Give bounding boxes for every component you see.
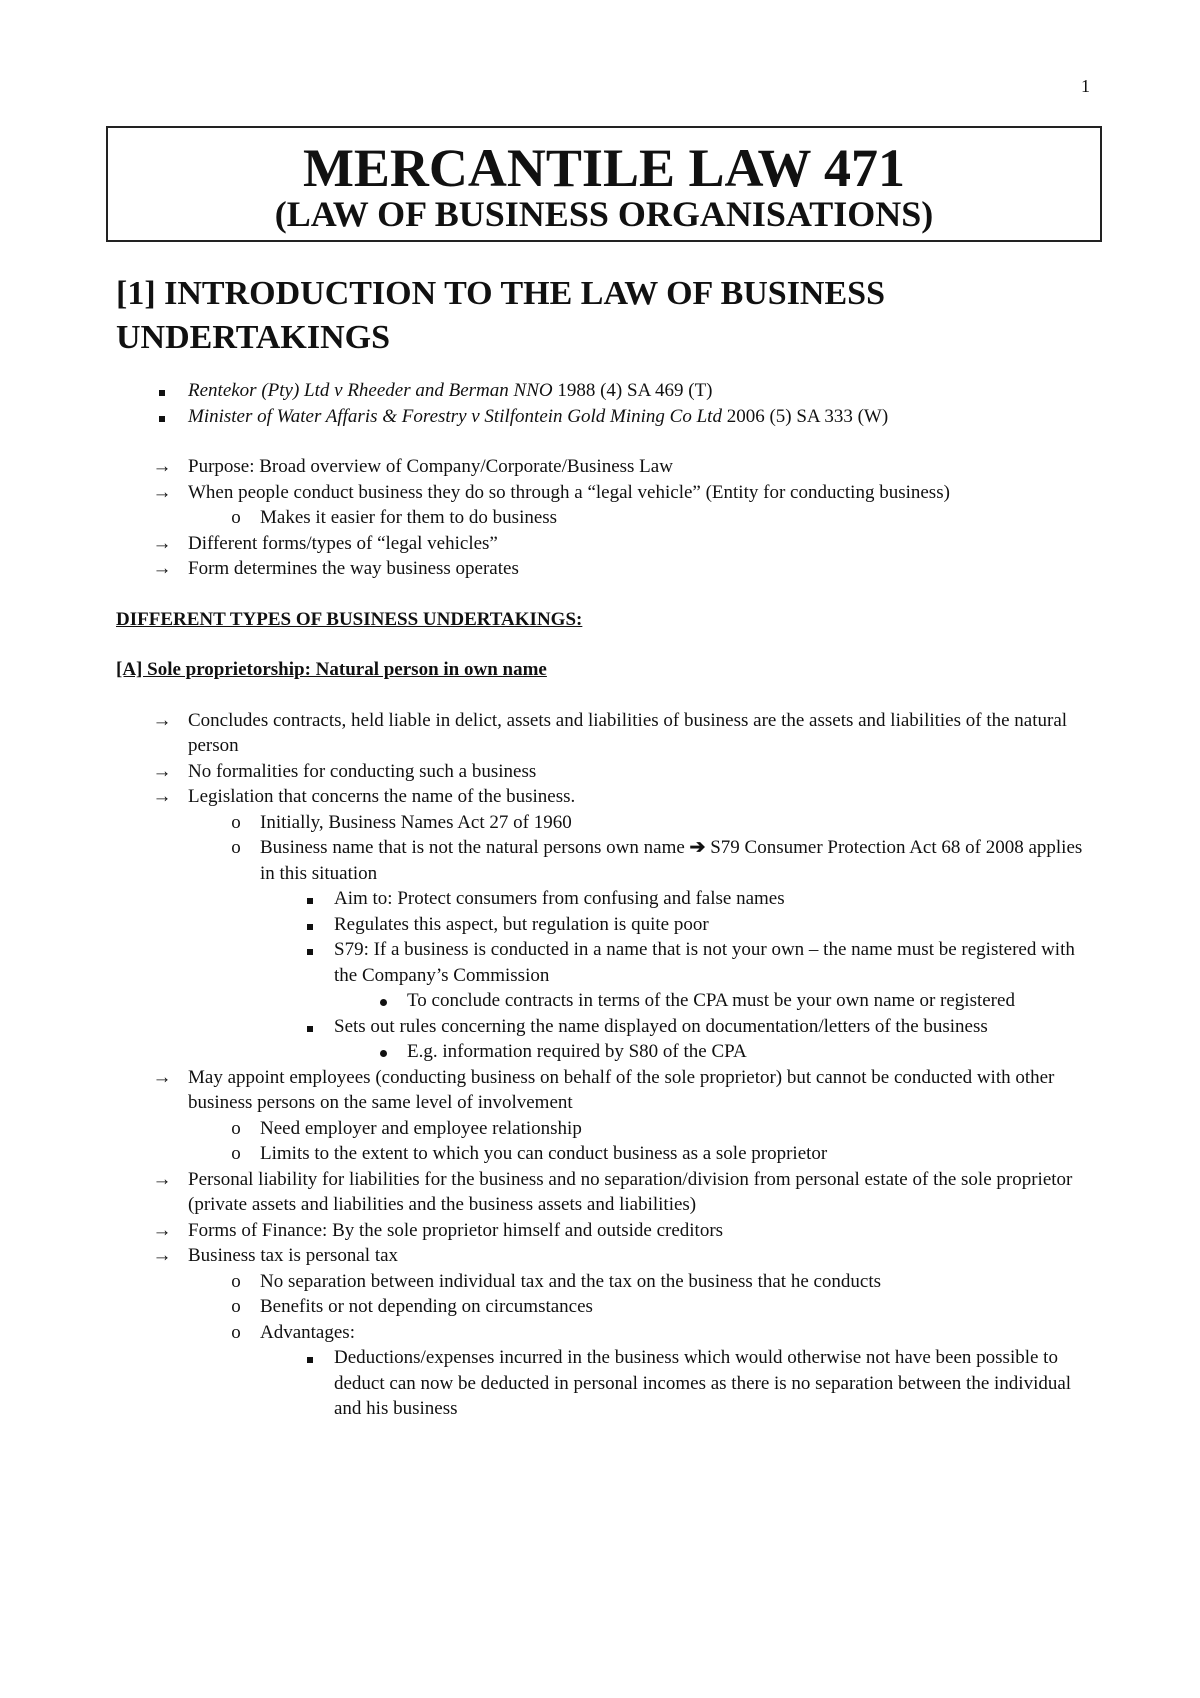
circle-bullet-icon: o	[231, 507, 241, 528]
document-body	[116, 272, 1096, 1422]
square-bullet-icon	[298, 937, 322, 963]
case-citation: 1988 (4) SA 469 (T)	[552, 380, 713, 401]
arrow-bullet-icon: →	[152, 1245, 172, 1266]
page-number: 1	[1081, 76, 1090, 96]
arrow-bullet-icon: →	[152, 1066, 172, 1088]
arrow-bullet-icon: →	[152, 1168, 172, 1190]
list-item: To conclude contracts in terms of the CPA must be your own name or registered	[116, 988, 1096, 1014]
list-item: E.g. information required by S80 of the CPA	[116, 1039, 1096, 1065]
circle-bullet-icon: o	[231, 837, 241, 858]
list-item: → Purpose: Broad overview of Company/Corporate/Business Law	[116, 454, 1096, 480]
list-item: o Advantages:	[116, 1320, 1096, 1346]
list-item: → Personal liability for liabilities for the business and no separation/division from personal estate of the sole proprietor (private assets and liabilities and the business assets and liabilities)	[116, 1167, 1096, 1218]
list-item: o Initially, Business Names Act 27 of 1960	[116, 810, 1096, 836]
list-item: → Concludes contracts, held liable in delict, assets and liabilities of business are the assets and liabilities of the natural person	[116, 708, 1096, 759]
circle-bullet-icon: o	[231, 1321, 241, 1343]
list-item: o Need employer and employee relationship	[116, 1116, 1096, 1142]
square-bullet-icon	[298, 1345, 322, 1371]
circle-bullet-icon: o	[231, 1117, 241, 1139]
list-item: → Different forms/types of “legal vehicles”	[116, 531, 1096, 557]
list-item: o Limits to the extent to which you can conduct business as a sole proprietor	[116, 1141, 1096, 1167]
list-item: → No formalities for conducting such a business	[116, 759, 1096, 785]
list-item: o No separation between individual tax and the tax on the business that he conducts	[116, 1269, 1096, 1295]
case-item	[116, 378, 1096, 404]
list-item: Aim to: Protect consumers from confusing and false names	[116, 886, 1096, 912]
arrow-bullet-icon: →	[152, 558, 172, 579]
case-name: Minister of Water Affaris & Forestry v Stilfontein Gold Mining Co Ltd	[188, 405, 722, 427]
list-item: o Benefits or not depending on circumstances	[116, 1294, 1096, 1320]
list-item: → Legislation that concerns the name of the business.	[116, 784, 1096, 810]
square-bullet-icon	[150, 378, 174, 404]
square-bullet-icon	[298, 912, 322, 938]
list-item: o Business name that is not the natural persons own name ➔ S79 Consumer Protection Act 68 of 2008 applies in this situation	[116, 835, 1096, 886]
case-citation: 2006 (5) SA 333 (W)	[721, 405, 889, 427]
square-bullet-icon	[298, 1014, 322, 1040]
arrow-bullet-icon: →	[152, 786, 172, 807]
list-item: → When people conduct business they do so through a “legal vehicle” (Entity for conducting business)	[116, 480, 1096, 506]
document-title: MERCANTILE LAW 471	[302, 138, 906, 198]
arrow-bullet-icon: →	[152, 709, 172, 731]
circle-bullet-icon: o	[231, 811, 241, 833]
square-bullet-icon	[298, 886, 322, 912]
arrow-bullet-icon: →	[152, 760, 172, 782]
list-item: → May appoint employees (conducting business on behalf of the sole proprietor) but cannot be conducted with other business persons on the same level of involvement	[116, 1065, 1096, 1116]
case-item	[116, 404, 1096, 430]
title-box	[106, 126, 1102, 242]
circle-bullet-icon: o	[231, 1270, 241, 1292]
arrow-bullet-icon: →	[152, 532, 172, 554]
list-item: Sets out rules concerning the name displayed on documentation/letters of the business	[116, 1014, 1096, 1040]
right-arrow-icon: ➔	[689, 837, 706, 858]
list-item: → Forms of Finance: By the sole proprietor himself and outside creditors	[116, 1218, 1096, 1244]
circle-bullet-icon: o	[231, 1143, 241, 1164]
list-item: Regulates this aspect, but regulation is quite poor	[116, 912, 1096, 938]
dot-bullet-icon	[371, 1039, 395, 1065]
arrow-bullet-icon: →	[152, 1219, 172, 1241]
list-item: → Form determines the way business operates	[116, 556, 1096, 582]
dot-bullet-icon	[371, 988, 395, 1014]
square-bullet-icon	[150, 404, 174, 430]
section-heading: [1] INTRODUCTION TO THE LAW OF BUSINESS UNDERTAKINGS	[116, 275, 885, 356]
circle-bullet-icon: o	[231, 1296, 241, 1317]
arrow-bullet-icon: →	[152, 481, 172, 503]
list-item: → Business tax is personal tax	[116, 1243, 1096, 1269]
list-item: S79: If a business is conducted in a name that is not your own – the name must be registered with the Company’s Commission	[116, 937, 1096, 988]
document-subtitle: (LAW OF BUSINESS ORGANISATIONS)	[274, 194, 934, 234]
case-name: Rentekor (Pty) Ltd v Rheeder and Berman NNO	[188, 380, 553, 401]
sole-proprietorship-heading: [A] Sole proprietorship: Natural person in own name	[116, 659, 547, 680]
list-item: Deductions/expenses incurred in the business which would otherwise not have been possible to deduct can now be deducted in personal incomes as there is no separation between the individual and his business	[116, 1345, 1096, 1422]
types-heading: DIFFERENT TYPES OF BUSINESS UNDERTAKINGS:	[116, 608, 583, 630]
list-item: o Makes it easier for them to do business	[116, 505, 1096, 531]
arrow-bullet-icon: →	[152, 456, 172, 477]
